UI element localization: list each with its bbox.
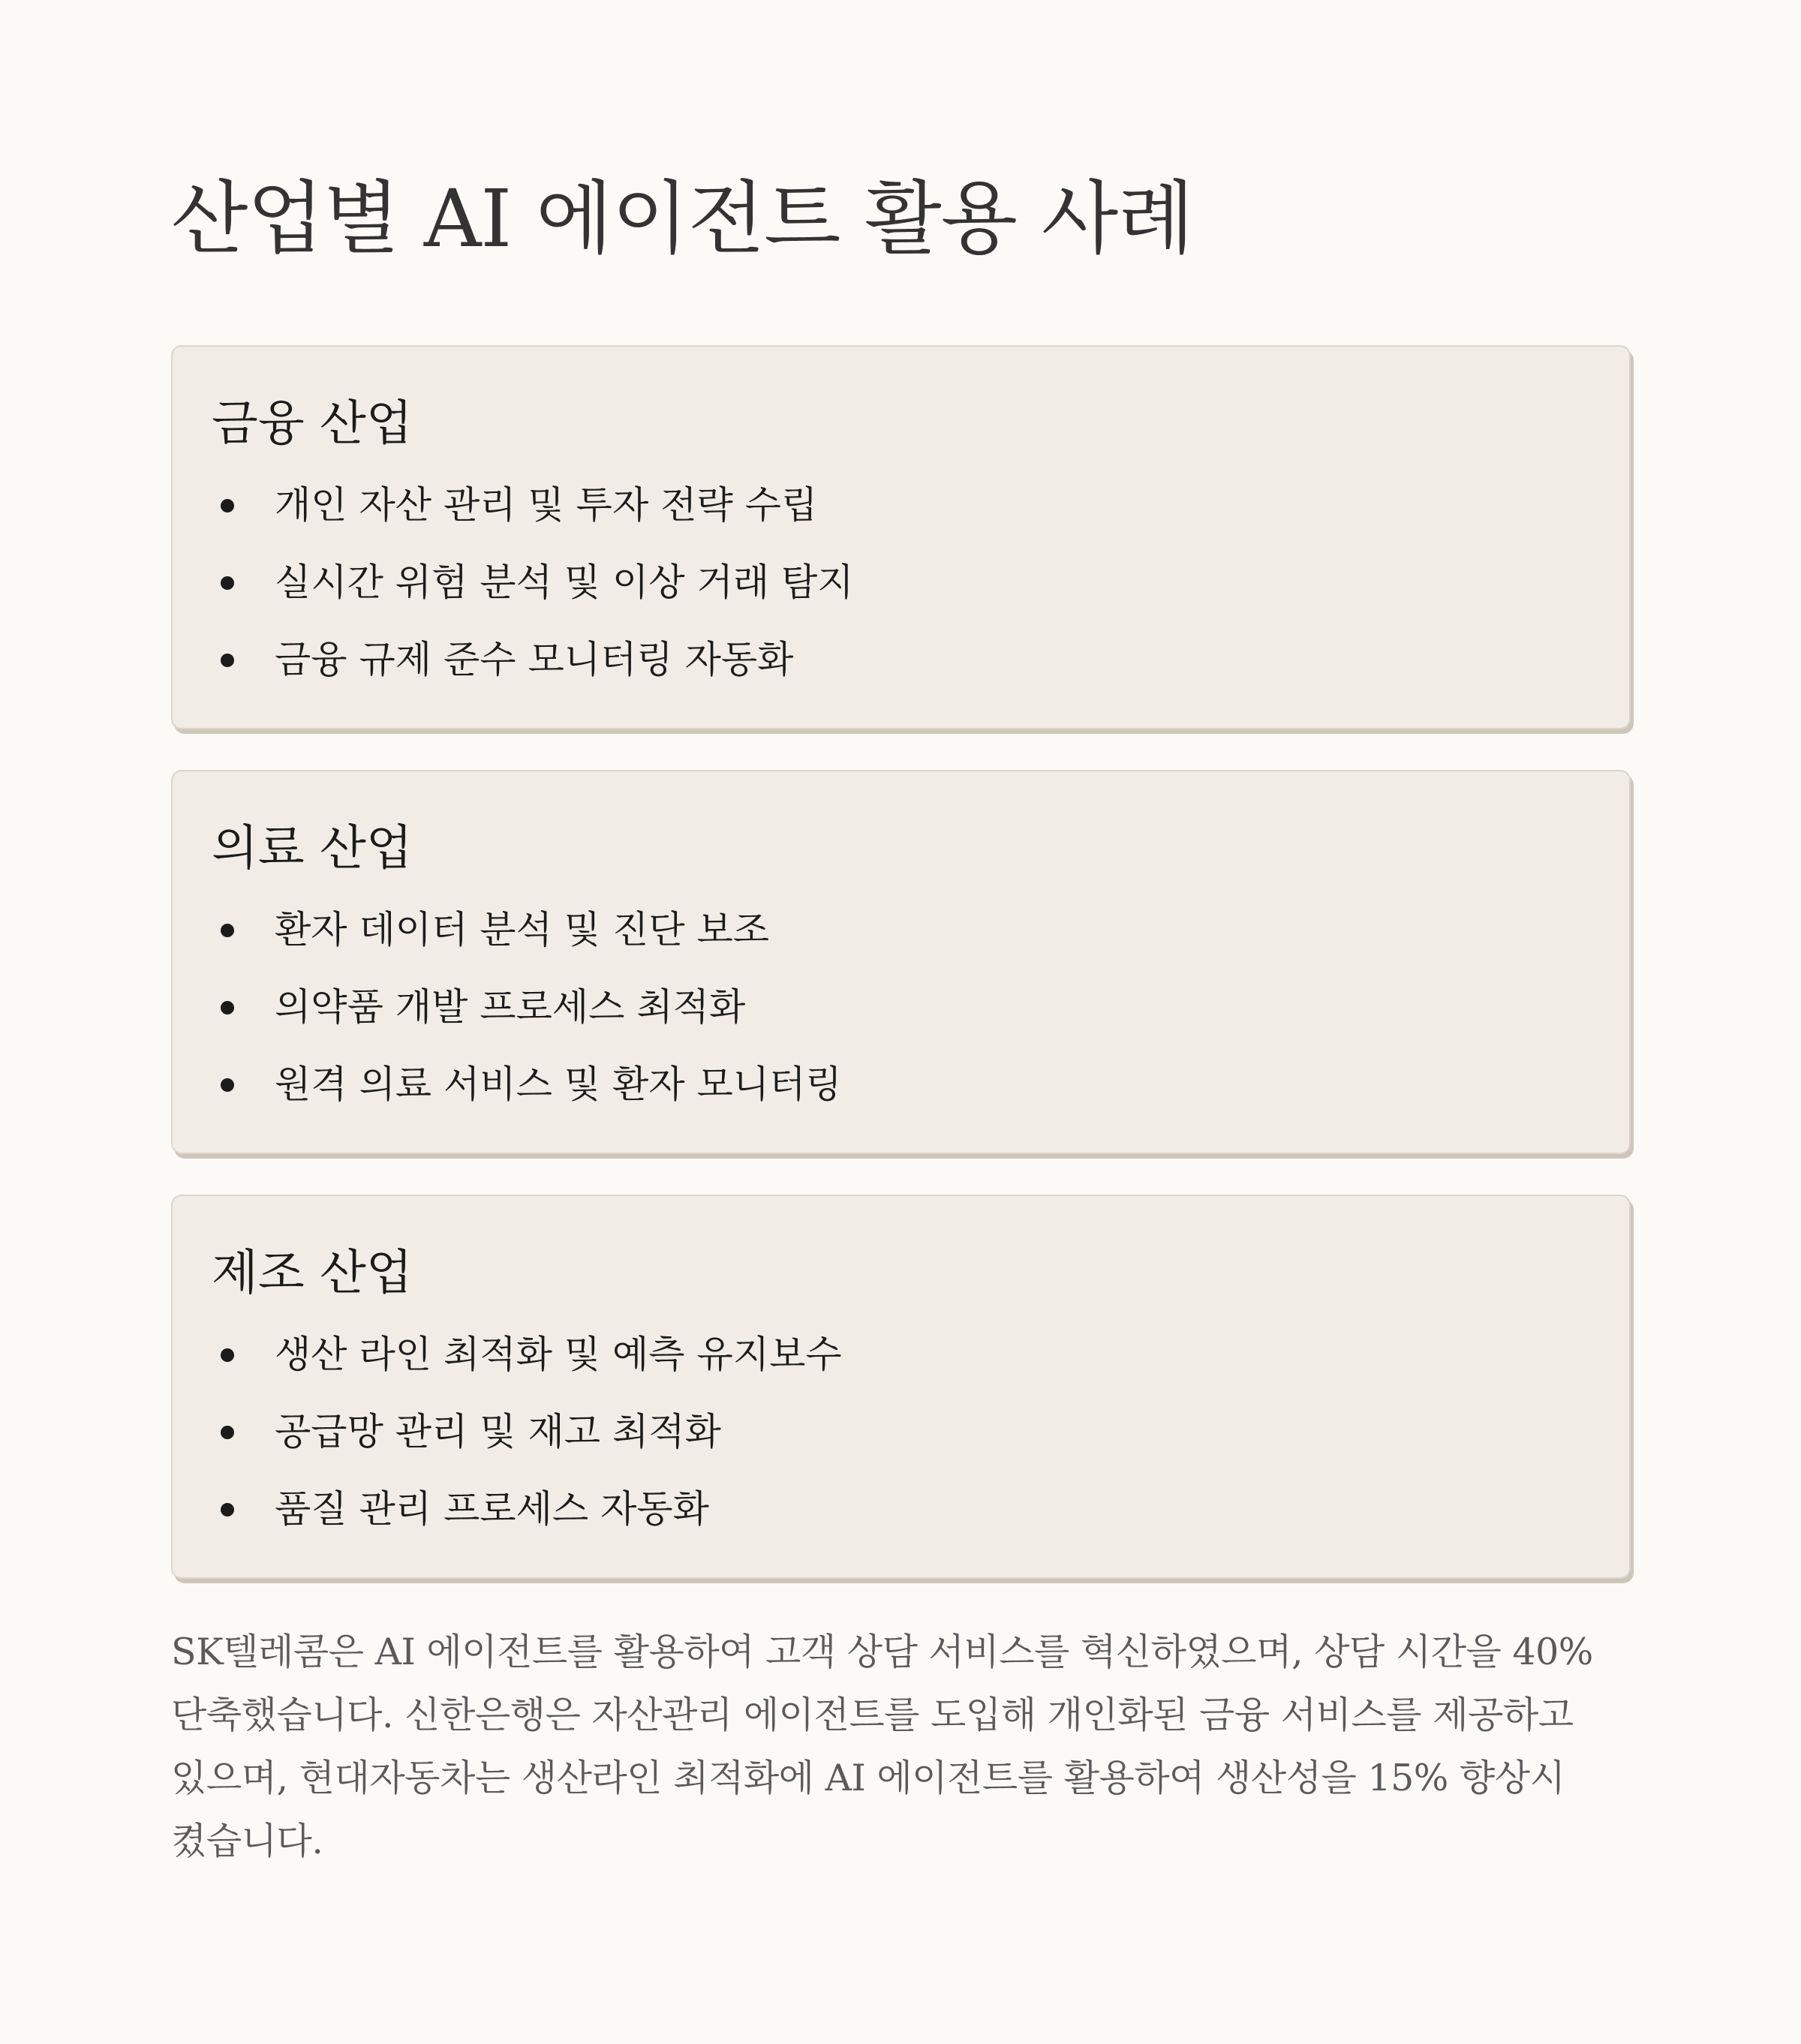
list-item-text: 생산 라인 최적화 및 예측 유지보수 xyxy=(275,1333,842,1376)
list-item-text: 품질 관리 프로세스 자동화 xyxy=(275,1487,709,1531)
bullet-icon xyxy=(221,576,234,590)
bullet-icon xyxy=(221,1503,234,1516)
card-heading: 제조 산업 xyxy=(212,1246,413,1301)
bullet-icon xyxy=(221,1348,234,1362)
list-item xyxy=(173,891,842,969)
use-case-list xyxy=(173,467,854,699)
bullet-icon xyxy=(221,499,234,513)
card-medical-industry xyxy=(171,770,1631,1154)
bullet-icon xyxy=(221,1001,234,1014)
page-title: 산업별 AI 에이전트 활용 사례 xyxy=(171,173,1194,265)
list-item-text: 의약품 개발 프로세스 최적화 xyxy=(275,985,746,1029)
list-item xyxy=(173,1471,842,1548)
summary-line: SK텔레콤은 AI 에이전트를 활용하여 고객 상담 서비스를 혁신하였으며, 상담 시간을 40% xyxy=(171,1631,1593,1673)
card-heading: 의료 산업 xyxy=(212,821,413,876)
card-heading: 금융 산업 xyxy=(212,396,413,452)
list-item-text: 환자 데이터 분석 및 진단 보조 xyxy=(275,908,770,951)
summary-paragraph xyxy=(171,1621,1634,1873)
bullet-icon xyxy=(221,924,234,937)
list-item-text: 실시간 위험 분석 및 이상 거래 탐지 xyxy=(275,561,854,604)
bullet-icon xyxy=(221,1078,234,1092)
list-item xyxy=(173,467,854,544)
list-item-text: 개인 자산 관리 및 투자 전략 수립 xyxy=(275,483,818,527)
use-case-list xyxy=(173,891,842,1123)
card-manufacturing-industry xyxy=(171,1195,1631,1579)
list-item xyxy=(173,621,854,699)
list-item xyxy=(173,1393,842,1471)
list-item-text: 금융 규제 준수 모니터링 자동화 xyxy=(275,638,794,681)
list-item xyxy=(173,1316,842,1393)
card-finance-industry xyxy=(171,345,1631,729)
summary-line: 있으며, 현대자동차는 생산라인 최적화에 AI 에이전트를 활용하여 생산성을 15% 향상시 xyxy=(171,1757,1565,1799)
bullet-icon xyxy=(221,654,234,667)
list-item xyxy=(173,1046,842,1123)
list-item xyxy=(173,544,854,621)
summary-line: 단축했습니다. 신한은행은 자산관리 에이전트를 도입해 개인화된 금융 서비스를 제공하고 xyxy=(171,1694,1574,1736)
list-item xyxy=(173,969,842,1046)
summary-line: 켰습니다. xyxy=(171,1820,323,1862)
use-case-list xyxy=(173,1316,842,1548)
list-item-text: 원격 의료 서비스 및 환자 모니터링 xyxy=(275,1063,842,1106)
list-item-text: 공급망 관리 및 재고 최적화 xyxy=(275,1410,721,1453)
bullet-icon xyxy=(221,1426,234,1439)
